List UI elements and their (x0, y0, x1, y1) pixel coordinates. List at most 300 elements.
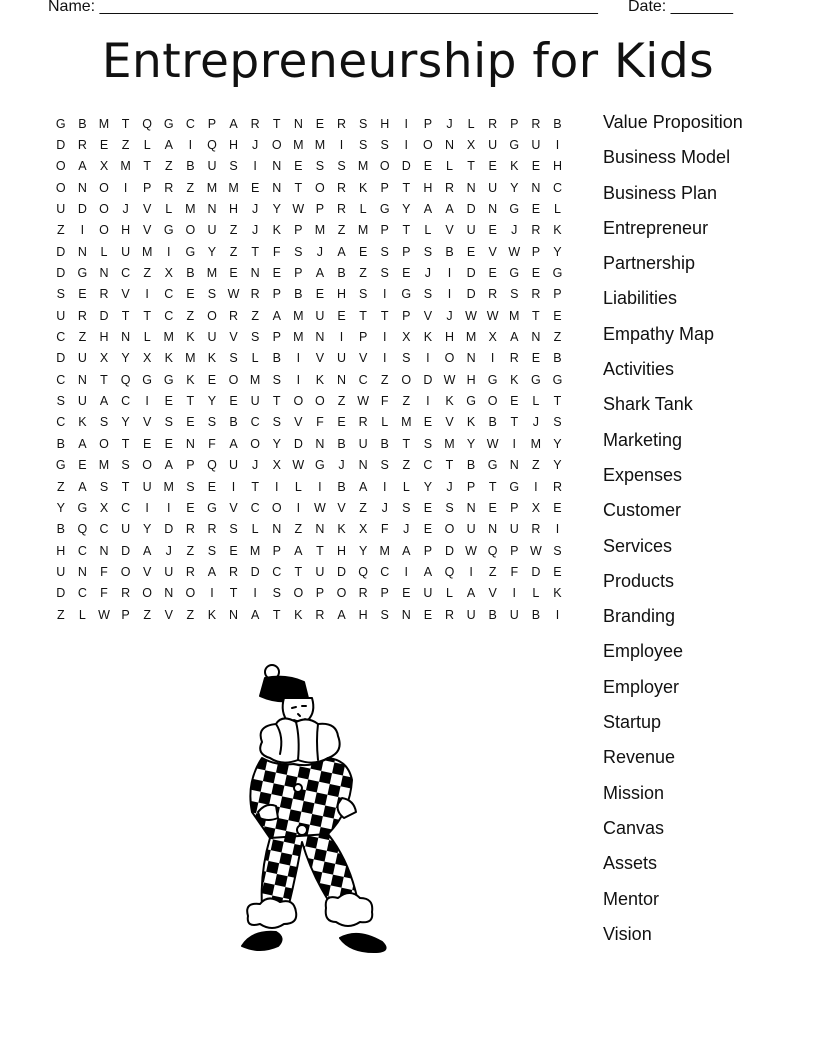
grid-cell[interactable]: Z (337, 223, 346, 238)
grid-cell[interactable]: P (531, 244, 541, 259)
grid-cell[interactable]: R (315, 607, 325, 622)
grid-cell[interactable]: Z (186, 308, 195, 323)
grid-cell[interactable]: U (466, 223, 476, 238)
grid-cell[interactable]: S (186, 479, 195, 494)
grid-cell[interactable]: E (294, 159, 303, 174)
grid-cell[interactable]: T (553, 394, 562, 409)
grid-cell[interactable]: R (531, 223, 541, 238)
grid-cell[interactable]: F (510, 564, 519, 579)
grid-cell[interactable]: E (553, 500, 562, 515)
grid-cell[interactable]: E (272, 266, 281, 281)
grid-cell[interactable]: E (164, 436, 173, 451)
grid-cell[interactable]: E (531, 351, 541, 366)
grid-cell[interactable]: M (314, 223, 326, 238)
grid-cell[interactable]: H (380, 116, 390, 131)
grid-cell[interactable]: B (466, 458, 476, 473)
grid-cell[interactable]: I (404, 564, 409, 579)
grid-cell[interactable]: N (337, 372, 347, 387)
grid-cell[interactable]: I (123, 180, 128, 195)
grid-cell[interactable]: W (292, 202, 305, 217)
grid-cell[interactable]: J (532, 415, 539, 430)
grid-cell[interactable]: A (423, 202, 433, 217)
grid-cell[interactable]: B (488, 607, 497, 622)
grid-cell[interactable]: J (511, 223, 518, 238)
grid-cell[interactable]: H (56, 543, 66, 558)
grid-cell[interactable]: L (359, 202, 367, 217)
grid-cell[interactable]: U (207, 330, 217, 345)
grid-cell[interactable]: D (423, 372, 433, 387)
grid-cell[interactable]: O (185, 223, 196, 238)
grid-cell[interactable]: P (466, 479, 476, 494)
grid-cell[interactable]: L (143, 330, 151, 345)
grid-cell[interactable]: S (423, 436, 433, 451)
grid-cell[interactable]: E (207, 479, 217, 494)
grid-cell[interactable]: U (142, 479, 152, 494)
grid-cell[interactable]: D (466, 287, 476, 302)
grid-cell[interactable]: P (553, 287, 562, 302)
grid-cell[interactable]: A (402, 543, 411, 558)
grid-cell[interactable]: I (555, 138, 560, 153)
grid-cell[interactable]: S (99, 479, 109, 494)
grid-cell[interactable]: B (531, 607, 541, 622)
grid-cell[interactable]: W (98, 607, 110, 622)
grid-cell[interactable]: U (77, 394, 87, 409)
grid-cell[interactable]: D (77, 202, 87, 217)
grid-cell[interactable]: O (271, 500, 282, 515)
grid-cell[interactable]: A (164, 458, 173, 473)
grid-cell[interactable]: Q (487, 543, 498, 558)
grid-cell[interactable]: Y (358, 543, 368, 558)
grid-cell[interactable]: P (294, 266, 303, 281)
grid-cell[interactable]: V (315, 351, 325, 366)
grid-cell[interactable]: S (380, 266, 389, 281)
grid-cell[interactable]: A (337, 244, 346, 259)
grid-cell[interactable]: N (99, 266, 109, 281)
grid-cell[interactable]: E (510, 394, 519, 409)
grid-cell[interactable]: C (164, 308, 174, 323)
grid-cell[interactable]: V (143, 202, 152, 217)
grid-cell[interactable]: Z (532, 458, 540, 473)
grid-cell[interactable]: R (444, 180, 454, 195)
grid-cell[interactable]: H (444, 330, 454, 345)
grid-cell[interactable]: A (294, 543, 303, 558)
grid-cell[interactable]: R (337, 116, 347, 131)
grid-cell[interactable]: L (100, 244, 108, 259)
grid-cell[interactable]: D (337, 564, 347, 579)
grid-cell[interactable]: X (272, 458, 281, 473)
grid-cell[interactable]: P (315, 586, 325, 601)
grid-cell[interactable]: I (555, 607, 560, 622)
grid-cell[interactable]: N (77, 244, 87, 259)
grid-cell[interactable]: I (296, 372, 301, 387)
grid-cell[interactable]: I (404, 138, 409, 153)
grid-cell[interactable]: M (141, 244, 153, 259)
grid-cell[interactable]: W (314, 500, 326, 515)
grid-cell[interactable]: K (294, 607, 303, 622)
grid-cell[interactable]: E (402, 266, 411, 281)
grid-cell[interactable]: T (380, 308, 389, 323)
grid-cell[interactable]: H (121, 223, 131, 238)
grid-cell[interactable]: U (121, 522, 131, 537)
grid-cell[interactable]: O (336, 586, 347, 601)
grid-cell[interactable]: O (99, 202, 109, 217)
grid-cell[interactable]: U (488, 138, 498, 153)
grid-cell[interactable]: G (552, 372, 563, 387)
grid-cell[interactable]: L (446, 586, 453, 601)
grid-cell[interactable]: R (164, 180, 174, 195)
grid-cell[interactable]: R (207, 522, 217, 537)
grid-cell[interactable]: Z (143, 266, 151, 281)
grid-cell[interactable]: E (186, 287, 195, 302)
grid-cell[interactable]: M (530, 436, 542, 451)
grid-cell[interactable]: G (163, 223, 174, 238)
grid-cell[interactable]: N (315, 436, 325, 451)
grid-cell[interactable]: H (99, 330, 109, 345)
grid-cell[interactable]: X (143, 351, 152, 366)
grid-cell[interactable]: N (99, 543, 109, 558)
grid-cell[interactable]: A (78, 479, 87, 494)
grid-cell[interactable]: S (99, 415, 109, 430)
grid-cell[interactable]: D (293, 436, 303, 451)
grid-cell[interactable]: G (185, 244, 196, 259)
grid-cell[interactable]: M (249, 372, 261, 387)
grid-cell[interactable]: T (229, 586, 238, 601)
grid-cell[interactable]: X (466, 138, 476, 153)
grid-cell[interactable]: U (56, 564, 66, 579)
grid-cell[interactable]: O (379, 159, 390, 174)
grid-cell[interactable]: F (100, 564, 108, 579)
grid-cell[interactable]: D (466, 202, 476, 217)
grid-cell[interactable]: R (77, 138, 87, 153)
grid-cell[interactable]: X (358, 522, 368, 537)
grid-cell[interactable]: X (99, 351, 109, 366)
grid-cell[interactable]: O (142, 586, 153, 601)
grid-cell[interactable]: D (466, 266, 476, 281)
grid-cell[interactable]: J (122, 202, 129, 217)
grid-cell[interactable]: N (466, 500, 476, 515)
grid-cell[interactable]: O (444, 351, 455, 366)
grid-cell[interactable]: V (121, 287, 130, 302)
grid-cell[interactable]: N (466, 180, 476, 195)
grid-cell[interactable]: O (207, 308, 217, 323)
grid-cell[interactable]: B (337, 436, 346, 451)
grid-cell[interactable]: A (250, 607, 260, 622)
grid-cell[interactable]: Z (78, 330, 87, 345)
grid-cell[interactable]: I (231, 479, 236, 494)
grid-cell[interactable]: M (228, 180, 239, 195)
grid-cell[interactable]: M (357, 223, 369, 238)
grid-cell[interactable]: V (445, 223, 454, 238)
grid-cell[interactable]: V (445, 415, 454, 430)
grid-cell[interactable]: U (121, 244, 131, 259)
grid-cell[interactable]: M (163, 330, 174, 345)
grid-cell[interactable]: M (249, 543, 261, 558)
grid-cell[interactable]: Z (229, 244, 238, 259)
grid-cell[interactable]: I (339, 330, 344, 345)
grid-cell[interactable]: S (402, 351, 411, 366)
grid-cell[interactable]: I (447, 287, 452, 302)
grid-cell[interactable]: I (167, 500, 171, 515)
grid-cell[interactable]: A (445, 202, 454, 217)
grid-cell[interactable]: N (185, 436, 195, 451)
grid-cell[interactable]: U (315, 308, 325, 323)
grid-cell[interactable]: Y (553, 458, 562, 473)
grid-cell[interactable]: U (56, 202, 66, 217)
grid-cell[interactable]: T (186, 394, 195, 409)
grid-cell[interactable]: M (120, 159, 131, 174)
grid-cell[interactable]: X (99, 500, 109, 515)
grid-cell[interactable]: L (553, 202, 561, 217)
grid-cell[interactable]: R (250, 287, 260, 302)
grid-cell[interactable]: I (296, 351, 301, 366)
grid-cell[interactable]: Z (143, 607, 151, 622)
grid-cell[interactable]: Y (272, 436, 281, 451)
grid-cell[interactable]: S (358, 138, 368, 153)
grid-cell[interactable]: D (164, 522, 174, 537)
grid-cell[interactable]: D (56, 351, 66, 366)
grid-cell[interactable]: P (402, 308, 411, 323)
grid-cell[interactable]: K (553, 223, 562, 238)
grid-cell[interactable]: S (315, 159, 325, 174)
grid-cell[interactable]: Q (142, 116, 153, 131)
grid-cell[interactable]: O (487, 394, 498, 409)
grid-cell[interactable]: U (337, 351, 347, 366)
grid-cell[interactable]: E (488, 500, 497, 515)
grid-cell[interactable]: O (293, 394, 304, 409)
grid-cell[interactable]: N (272, 159, 282, 174)
grid-cell[interactable]: M (314, 138, 326, 153)
grid-cell[interactable]: I (382, 479, 387, 494)
grid-cell[interactable]: E (164, 394, 173, 409)
grid-cell[interactable]: T (121, 308, 130, 323)
grid-cell[interactable]: R (250, 116, 260, 131)
grid-cell[interactable]: I (404, 116, 409, 131)
grid-cell[interactable]: S (250, 330, 260, 345)
grid-cell[interactable]: I (382, 287, 387, 302)
grid-cell[interactable]: S (380, 458, 389, 473)
grid-cell[interactable]: U (488, 180, 498, 195)
grid-cell[interactable]: J (252, 202, 259, 217)
grid-cell[interactable]: O (142, 458, 153, 473)
grid-cell[interactable]: X (531, 500, 541, 515)
grid-cell[interactable]: Q (207, 458, 217, 473)
grid-cell[interactable]: J (252, 458, 259, 473)
grid-cell[interactable]: E (488, 223, 497, 238)
grid-cell[interactable]: P (207, 116, 217, 131)
grid-cell[interactable]: N (488, 202, 498, 217)
grid-cell[interactable]: E (423, 159, 433, 174)
grid-cell[interactable]: P (380, 180, 389, 195)
grid-cell[interactable]: E (143, 436, 152, 451)
grid-cell[interactable]: V (488, 244, 497, 259)
grid-cell[interactable]: P (272, 287, 281, 302)
grid-cell[interactable]: U (77, 351, 87, 366)
grid-cell[interactable]: O (55, 180, 66, 195)
grid-cell[interactable]: U (509, 607, 519, 622)
grid-cell[interactable]: W (465, 543, 477, 558)
grid-cell[interactable]: E (358, 244, 368, 259)
grid-cell[interactable]: E (229, 394, 238, 409)
grid-cell[interactable]: O (444, 522, 455, 537)
grid-cell[interactable]: L (294, 479, 302, 494)
grid-cell[interactable]: M (185, 202, 196, 217)
grid-cell[interactable]: H (337, 287, 347, 302)
grid-cell[interactable]: R (358, 415, 368, 430)
grid-cell[interactable]: C (358, 372, 368, 387)
grid-cell[interactable]: I (426, 394, 430, 409)
grid-cell[interactable]: Q (207, 138, 217, 153)
grid-cell[interactable]: K (423, 330, 433, 345)
grid-cell[interactable]: C (121, 266, 131, 281)
grid-cell[interactable]: P (315, 202, 325, 217)
grid-cell[interactable]: R (509, 351, 519, 366)
grid-cell[interactable]: E (531, 266, 541, 281)
grid-cell[interactable]: Y (56, 500, 65, 515)
grid-cell[interactable]: D (531, 564, 541, 579)
grid-cell[interactable]: I (274, 479, 279, 494)
grid-cell[interactable]: I (512, 436, 516, 451)
grid-cell[interactable]: M (444, 436, 455, 451)
grid-cell[interactable]: S (423, 244, 433, 259)
grid-cell[interactable]: E (207, 372, 217, 387)
grid-cell[interactable]: G (487, 372, 498, 387)
grid-cell[interactable]: U (466, 522, 476, 537)
grid-cell[interactable]: R (185, 564, 195, 579)
grid-cell[interactable]: W (357, 394, 370, 409)
grid-cell[interactable]: T (100, 372, 108, 387)
grid-cell[interactable]: G (466, 394, 476, 409)
grid-cell[interactable]: O (250, 436, 260, 451)
grid-cell[interactable]: Y (143, 522, 152, 537)
grid-cell[interactable]: C (121, 394, 131, 409)
grid-cell[interactable]: R (531, 287, 541, 302)
grid-cell[interactable]: K (78, 415, 87, 430)
grid-cell[interactable]: I (80, 223, 85, 238)
grid-cell[interactable]: S (272, 586, 281, 601)
grid-cell[interactable]: L (532, 586, 540, 601)
grid-cell[interactable]: Z (56, 223, 65, 238)
grid-cell[interactable]: Z (294, 522, 303, 537)
grid-cell[interactable]: S (272, 415, 281, 430)
grid-cell[interactable]: I (426, 351, 430, 366)
grid-cell[interactable]: U (509, 522, 519, 537)
grid-cell[interactable]: B (553, 351, 562, 366)
grid-cell[interactable]: T (251, 244, 259, 259)
grid-cell[interactable]: T (445, 458, 454, 473)
grid-cell[interactable]: G (77, 266, 88, 281)
grid-cell[interactable]: E (250, 180, 260, 195)
grid-cell[interactable]: G (207, 500, 217, 515)
grid-cell[interactable]: Z (251, 308, 259, 323)
grid-cell[interactable]: W (465, 308, 477, 323)
grid-cell[interactable]: M (163, 479, 174, 494)
grid-cell[interactable]: N (488, 522, 498, 537)
grid-cell[interactable]: C (56, 330, 66, 345)
grid-cell[interactable]: E (553, 308, 562, 323)
grid-cell[interactable]: E (186, 500, 195, 515)
grid-cell[interactable]: W (292, 458, 305, 473)
grid-cell[interactable]: J (316, 244, 324, 259)
grid-cell[interactable]: K (164, 351, 173, 366)
grid-cell[interactable]: T (251, 479, 259, 494)
grid-cell[interactable]: P (358, 330, 368, 345)
grid-cell[interactable]: G (530, 372, 541, 387)
grid-cell[interactable]: J (338, 458, 345, 473)
grid-cell[interactable]: J (446, 308, 453, 323)
grid-cell[interactable]: S (380, 607, 389, 622)
grid-cell[interactable]: P (143, 180, 152, 195)
grid-cell[interactable]: D (56, 266, 66, 281)
grid-cell[interactable]: S (121, 458, 130, 473)
grid-cell[interactable]: O (99, 180, 109, 195)
grid-cell[interactable]: I (145, 394, 149, 409)
name-field[interactable]: Name: ________________________________________________________ (48, 0, 598, 15)
grid-cell[interactable]: U (466, 607, 476, 622)
grid-cell[interactable]: L (446, 159, 453, 174)
grid-cell[interactable]: H (229, 138, 239, 153)
date-field[interactable]: Date: _______ (628, 0, 733, 15)
grid-cell[interactable]: E (78, 458, 87, 473)
grid-cell[interactable]: A (315, 266, 325, 281)
grid-cell[interactable]: Y (207, 244, 217, 259)
grid-cell[interactable]: N (121, 330, 131, 345)
grid-cell[interactable]: R (229, 308, 239, 323)
grid-cell[interactable]: A (229, 116, 238, 131)
grid-cell[interactable]: T (143, 308, 151, 323)
grid-cell[interactable]: X (164, 266, 173, 281)
grid-cell[interactable]: U (229, 458, 239, 473)
grid-cell[interactable]: C (99, 522, 109, 537)
grid-cell[interactable]: F (380, 522, 389, 537)
grid-cell[interactable]: D (444, 543, 454, 558)
grid-cell[interactable]: B (553, 116, 562, 131)
grid-cell[interactable]: N (531, 180, 541, 195)
grid-cell[interactable]: V (358, 351, 368, 366)
grid-cell[interactable]: K (315, 372, 325, 387)
grid-cell[interactable]: D (250, 564, 260, 579)
grid-cell[interactable]: E (186, 415, 195, 430)
grid-cell[interactable]: U (531, 138, 541, 153)
grid-cell[interactable]: T (121, 436, 130, 451)
grid-cell[interactable]: E (488, 159, 497, 174)
grid-cell[interactable]: K (466, 415, 476, 430)
grid-cell[interactable]: E (423, 415, 433, 430)
grid-cell[interactable]: D (56, 586, 66, 601)
grid-cell[interactable]: P (510, 543, 519, 558)
grid-cell[interactable]: G (315, 458, 325, 473)
grid-cell[interactable]: R (444, 607, 454, 622)
grid-cell[interactable]: T (488, 479, 497, 494)
grid-cell[interactable]: P (380, 223, 389, 238)
grid-cell[interactable]: R (77, 308, 87, 323)
grid-cell[interactable]: A (164, 138, 173, 153)
grid-cell[interactable]: R (531, 116, 541, 131)
grid-cell[interactable]: S (207, 543, 217, 558)
grid-cell[interactable]: G (163, 372, 174, 387)
grid-cell[interactable]: W (486, 308, 499, 323)
grid-cell[interactable]: U (358, 436, 368, 451)
grid-cell[interactable]: G (509, 138, 520, 153)
grid-cell[interactable]: T (272, 394, 281, 409)
grid-cell[interactable]: G (401, 287, 412, 302)
grid-cell[interactable]: C (272, 564, 282, 579)
grid-cell[interactable]: N (315, 330, 325, 345)
grid-cell[interactable]: G (509, 479, 520, 494)
grid-cell[interactable]: S (423, 287, 433, 302)
grid-cell[interactable]: M (206, 266, 218, 281)
grid-cell[interactable]: C (77, 586, 87, 601)
grid-cell[interactable]: S (229, 351, 238, 366)
